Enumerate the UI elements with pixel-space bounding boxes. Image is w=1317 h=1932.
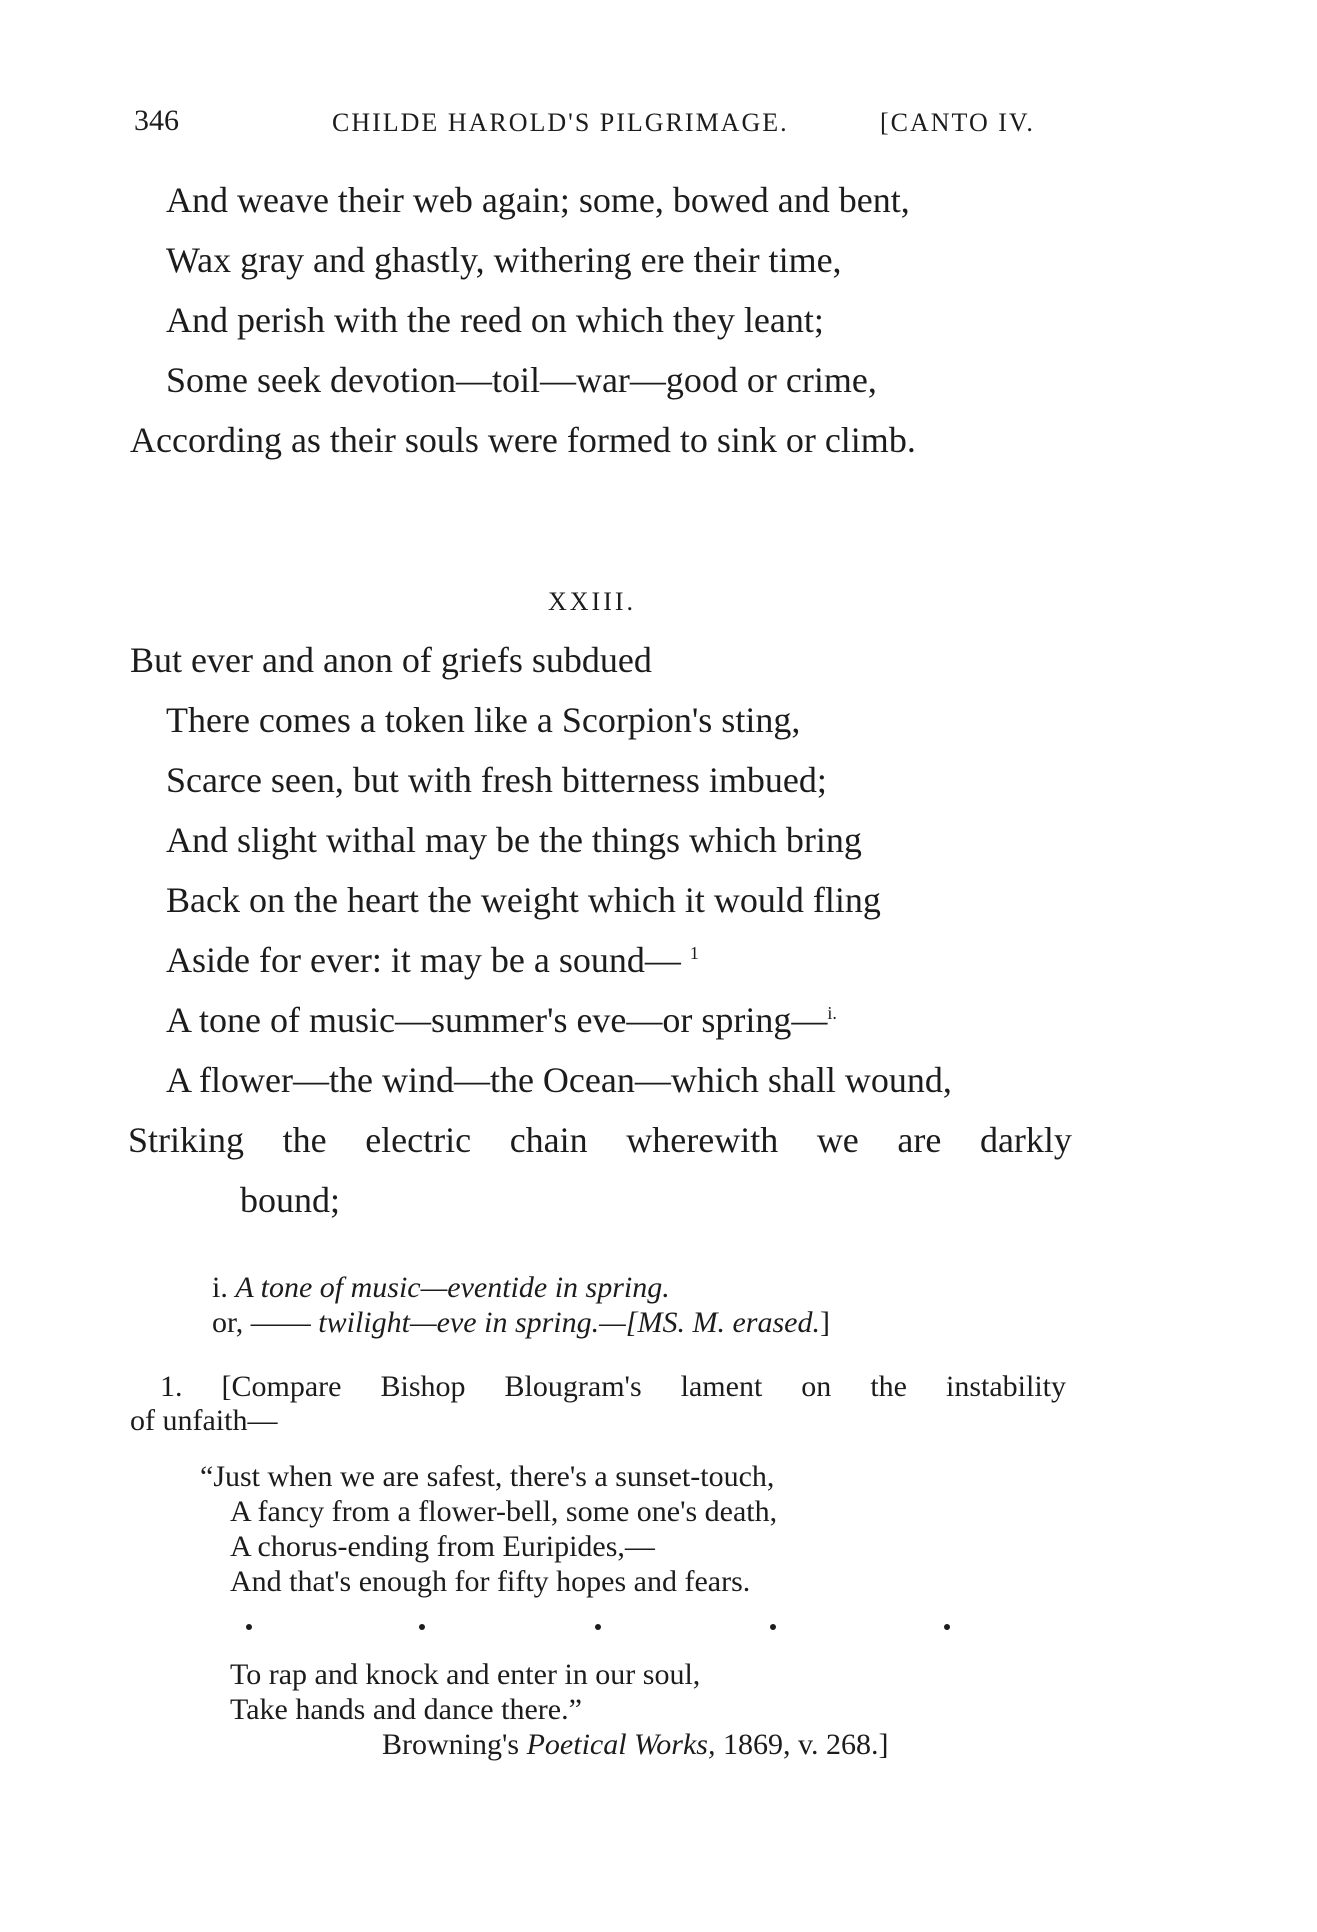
citation-title: Poetical Works,	[526, 1728, 716, 1761]
quote-line: Take hands and dance there.”	[230, 1693, 582, 1726]
ellipsis-dot	[246, 1624, 252, 1630]
verse-line: Wax gray and ghastly, withering ere their time,	[166, 240, 842, 280]
variant-marker: i.	[212, 1271, 228, 1304]
word: Bishop	[380, 1370, 466, 1403]
word: we	[816, 1120, 859, 1160]
page-number: 346	[134, 104, 179, 137]
word: [Compare	[221, 1370, 342, 1403]
word: the	[870, 1370, 907, 1403]
quote-line: And that's enough for fifty hopes and fears.	[230, 1565, 751, 1598]
verse-text: Aside for ever: it may be a sound—	[166, 940, 681, 980]
footnote-line: of unfaith—	[130, 1404, 278, 1437]
word: instability	[945, 1370, 1066, 1403]
citation-ref: 1869, v. 268.]	[722, 1728, 889, 1761]
canto-label: [CANTO IV.	[880, 108, 1035, 137]
word: on	[801, 1370, 832, 1403]
word: Blougram's	[504, 1370, 642, 1403]
quote-line: To rap and knock and enter in our soul,	[230, 1658, 701, 1691]
verse-line-justified	[128, 1122, 1072, 1158]
running-title: CHILDE HAROLD'S PILGRIMAGE.	[332, 108, 789, 137]
verse-line: And weave their web again; some, bowed and bent,	[166, 180, 910, 220]
variant-note-line	[212, 1308, 830, 1338]
verse-line	[166, 1002, 837, 1038]
word: lament	[680, 1370, 763, 1403]
ellipsis-dot	[770, 1624, 776, 1630]
verse-line: A flower—the wind—the Ocean—which shall wound,	[166, 1060, 952, 1100]
verse-line	[166, 942, 699, 978]
manuscript-ref: MS. M. erased.	[637, 1306, 820, 1339]
variant-text: A tone of music—eventide in spring.	[235, 1271, 670, 1304]
variant-prefix: or, ——	[212, 1306, 311, 1339]
variant-text: twilight—eve in spring.—[	[318, 1306, 638, 1339]
word: are	[897, 1120, 942, 1160]
verse-line-continuation: bound;	[240, 1180, 341, 1220]
word: darkly	[979, 1120, 1072, 1160]
bracket: ]	[819, 1306, 830, 1339]
verse-text: A tone of music—summer's eve—or spring—	[166, 1000, 828, 1040]
word: Striking	[128, 1120, 245, 1160]
word: electric	[365, 1120, 472, 1160]
verse-line: And slight withal may be the things which bring	[166, 820, 862, 860]
word: chain	[509, 1120, 588, 1160]
citation-author: Browning's	[382, 1728, 520, 1761]
verse-line: Scarce seen, but with fresh bitterness imbued;	[166, 760, 827, 800]
verse-line: And perish with the reed on which they leant;	[166, 300, 824, 340]
variant-note-line	[212, 1273, 670, 1303]
citation	[382, 1730, 889, 1760]
footnote-line-justified	[160, 1372, 1066, 1402]
verse-line: Some seek devotion—toil—war—good or crime,	[166, 360, 877, 400]
footnote-marker: 1.	[160, 1370, 183, 1403]
verse-line: According as their souls were formed to sink or climb.	[130, 420, 916, 460]
verse-line: Back on the heart the weight which it would fling	[166, 880, 881, 920]
quote-line: A chorus-ending from Euripides,—	[230, 1530, 655, 1563]
ellipsis-dot	[419, 1624, 425, 1630]
word: wherewith	[626, 1120, 779, 1160]
stanza-number: XXIII.	[548, 587, 637, 616]
ellipsis-dot	[944, 1624, 950, 1630]
verse-line: But ever and anon of griefs subdued	[130, 640, 652, 680]
variant-mark: i.	[827, 1003, 837, 1023]
word: the	[282, 1120, 327, 1160]
verse-line: There comes a token like a Scorpion's sting,	[166, 700, 801, 740]
footnote-mark: 1	[689, 943, 699, 963]
quote-line: “Just when we are safest, there's a sunset-touch,	[200, 1460, 775, 1493]
quote-line: A fancy from a flower-bell, some one's death,	[230, 1495, 778, 1528]
ellipsis-dot	[595, 1624, 601, 1630]
